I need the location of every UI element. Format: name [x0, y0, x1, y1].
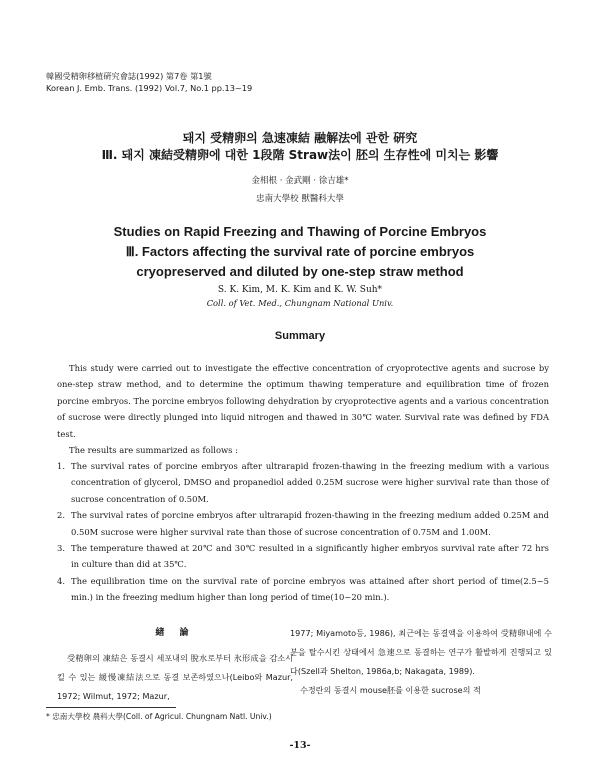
result-number: 1. — [57, 461, 65, 471]
result-text: The survival rates of porcine embryos after ultrarapid frozen-thawing in the freezing medium added 0.25M and 0.50M sucrose were higher survival rate than those of sucrose concentration of 0.75M and 1.00M. — [71, 510, 549, 537]
result-number: 4. — [57, 575, 65, 586]
intro-right-text-1: 1977; Miyamoto등, 1986), 최근에는 동결액을 이용하여 受精卵내에 수분을 탈수시킨 상태에서 急速으로 동결하는 연구가 활발하게 진행되고 있다(Szell과 Shelton, 1986a,b; Nakagata, 1989). — [290, 628, 552, 676]
intro-left-column — [57, 624, 293, 706]
journal-citation-english: Korean J. Emb. Trans. (1992) Vol.7, No.1 pp.13~19 — [46, 83, 253, 93]
korean-title — [0, 130, 600, 164]
korean-author-names: 金相根 · 金武剛 · 徐吉雄* — [251, 176, 349, 186]
journal-citation-korean: 韓國受精卵移植硏究會誌(1992) 第7卷 第1號 — [46, 71, 212, 81]
results-intro: The results are summarized as follows : — [69, 445, 238, 455]
result-text: The temperature thawed at 20℃ and 30℃ resulted in a significantly higher embryos survival rate after 72 hrs in culture than did at 35℃. — [71, 543, 549, 570]
intro-left-text: 受精卵의 凍結은 동결시 세포내의 脫水로부터 氷形成을 감소시킬 수 있는 緩慢凍結法으로 동결 보존하였으나(Leibo와 Mazur, 1972; Wilmut, 1972; Mazur, — [57, 653, 293, 701]
english-affiliation: Coll. of Vet. Med., Chungnam National Univ. — [206, 298, 394, 308]
summary-heading: Summary — [274, 330, 326, 342]
english-title — [0, 222, 600, 282]
result-item — [57, 573, 549, 606]
footnote-divider — [46, 707, 176, 708]
korean-affiliation: 忠南大學校 獸醫科大學 — [256, 194, 344, 204]
english-author-names: S. K. Kim, M. K. Kim and K. W. Suh* — [217, 285, 383, 295]
intro-right-text-2: 수정란의 동결시 mouse胚를 이용한 sucrose의 적 — [300, 685, 481, 695]
result-item — [57, 507, 549, 540]
page-number: -13- — [289, 740, 311, 751]
footnote: * 忠南大學校 農科大學(Coll. of Agricul. Chungnam Natl. Univ.) — [46, 712, 272, 721]
result-number: 2. — [57, 510, 65, 521]
intro-right-column — [290, 624, 552, 700]
result-text: The equilibration time on the survival rate of porcine embryos was attained after short period of time(2.5~5 min.) in the freezing medium higher than long period of time(10~20 min.). — [71, 575, 549, 603]
result-number: 3. — [57, 543, 65, 554]
english-title-line-2: Ⅲ. Factors affecting the survival rate of porcine embryos — [125, 244, 475, 259]
korean-title-line-2: Ⅲ. 돼지 凍結受精卵에 대한 1段階 Straw法이 胚의 生存性에 미치는 影響 — [101, 148, 499, 162]
korean-title-line-1: 돼지 受精卵의 急速凍結 融解法에 관한 硏究 — [182, 131, 418, 145]
journal-header — [46, 70, 252, 94]
intro-heading: 緖 論 — [155, 628, 195, 638]
english-title-line-1: Studies on Rapid Freezing and Thawing of Porcine Embryos — [113, 224, 487, 239]
english-title-line-3: cryopreserved and diluted by one-step straw method — [136, 264, 464, 279]
results-list — [57, 458, 549, 606]
result-text: The survival rates of porcine embryos after ultrarapid frozen-thawing in the freezing medium with a various concentration of glycerol, DMSO and propanediol added 0.25M sucrose were higher survival rate than those of sucrose concentration of 0.50M. — [71, 461, 549, 504]
result-item — [57, 458, 549, 507]
summary-paragraph: This study were carried out to investigate the effective concentration of cryoprotective agents and sucrose by one-step straw method, and to determine the optimum thawing temperature and equilibration time of frozen porcine embryos. The porcine embryos following dehydration by cryoprotective agents and a various concentration of sucrose were directly plunged into liquid nitrogen and thawed in 30℃ water. Survival rate was defined by FDA test. — [57, 363, 549, 439]
korean-authors-block — [0, 172, 600, 208]
result-item — [57, 540, 549, 573]
